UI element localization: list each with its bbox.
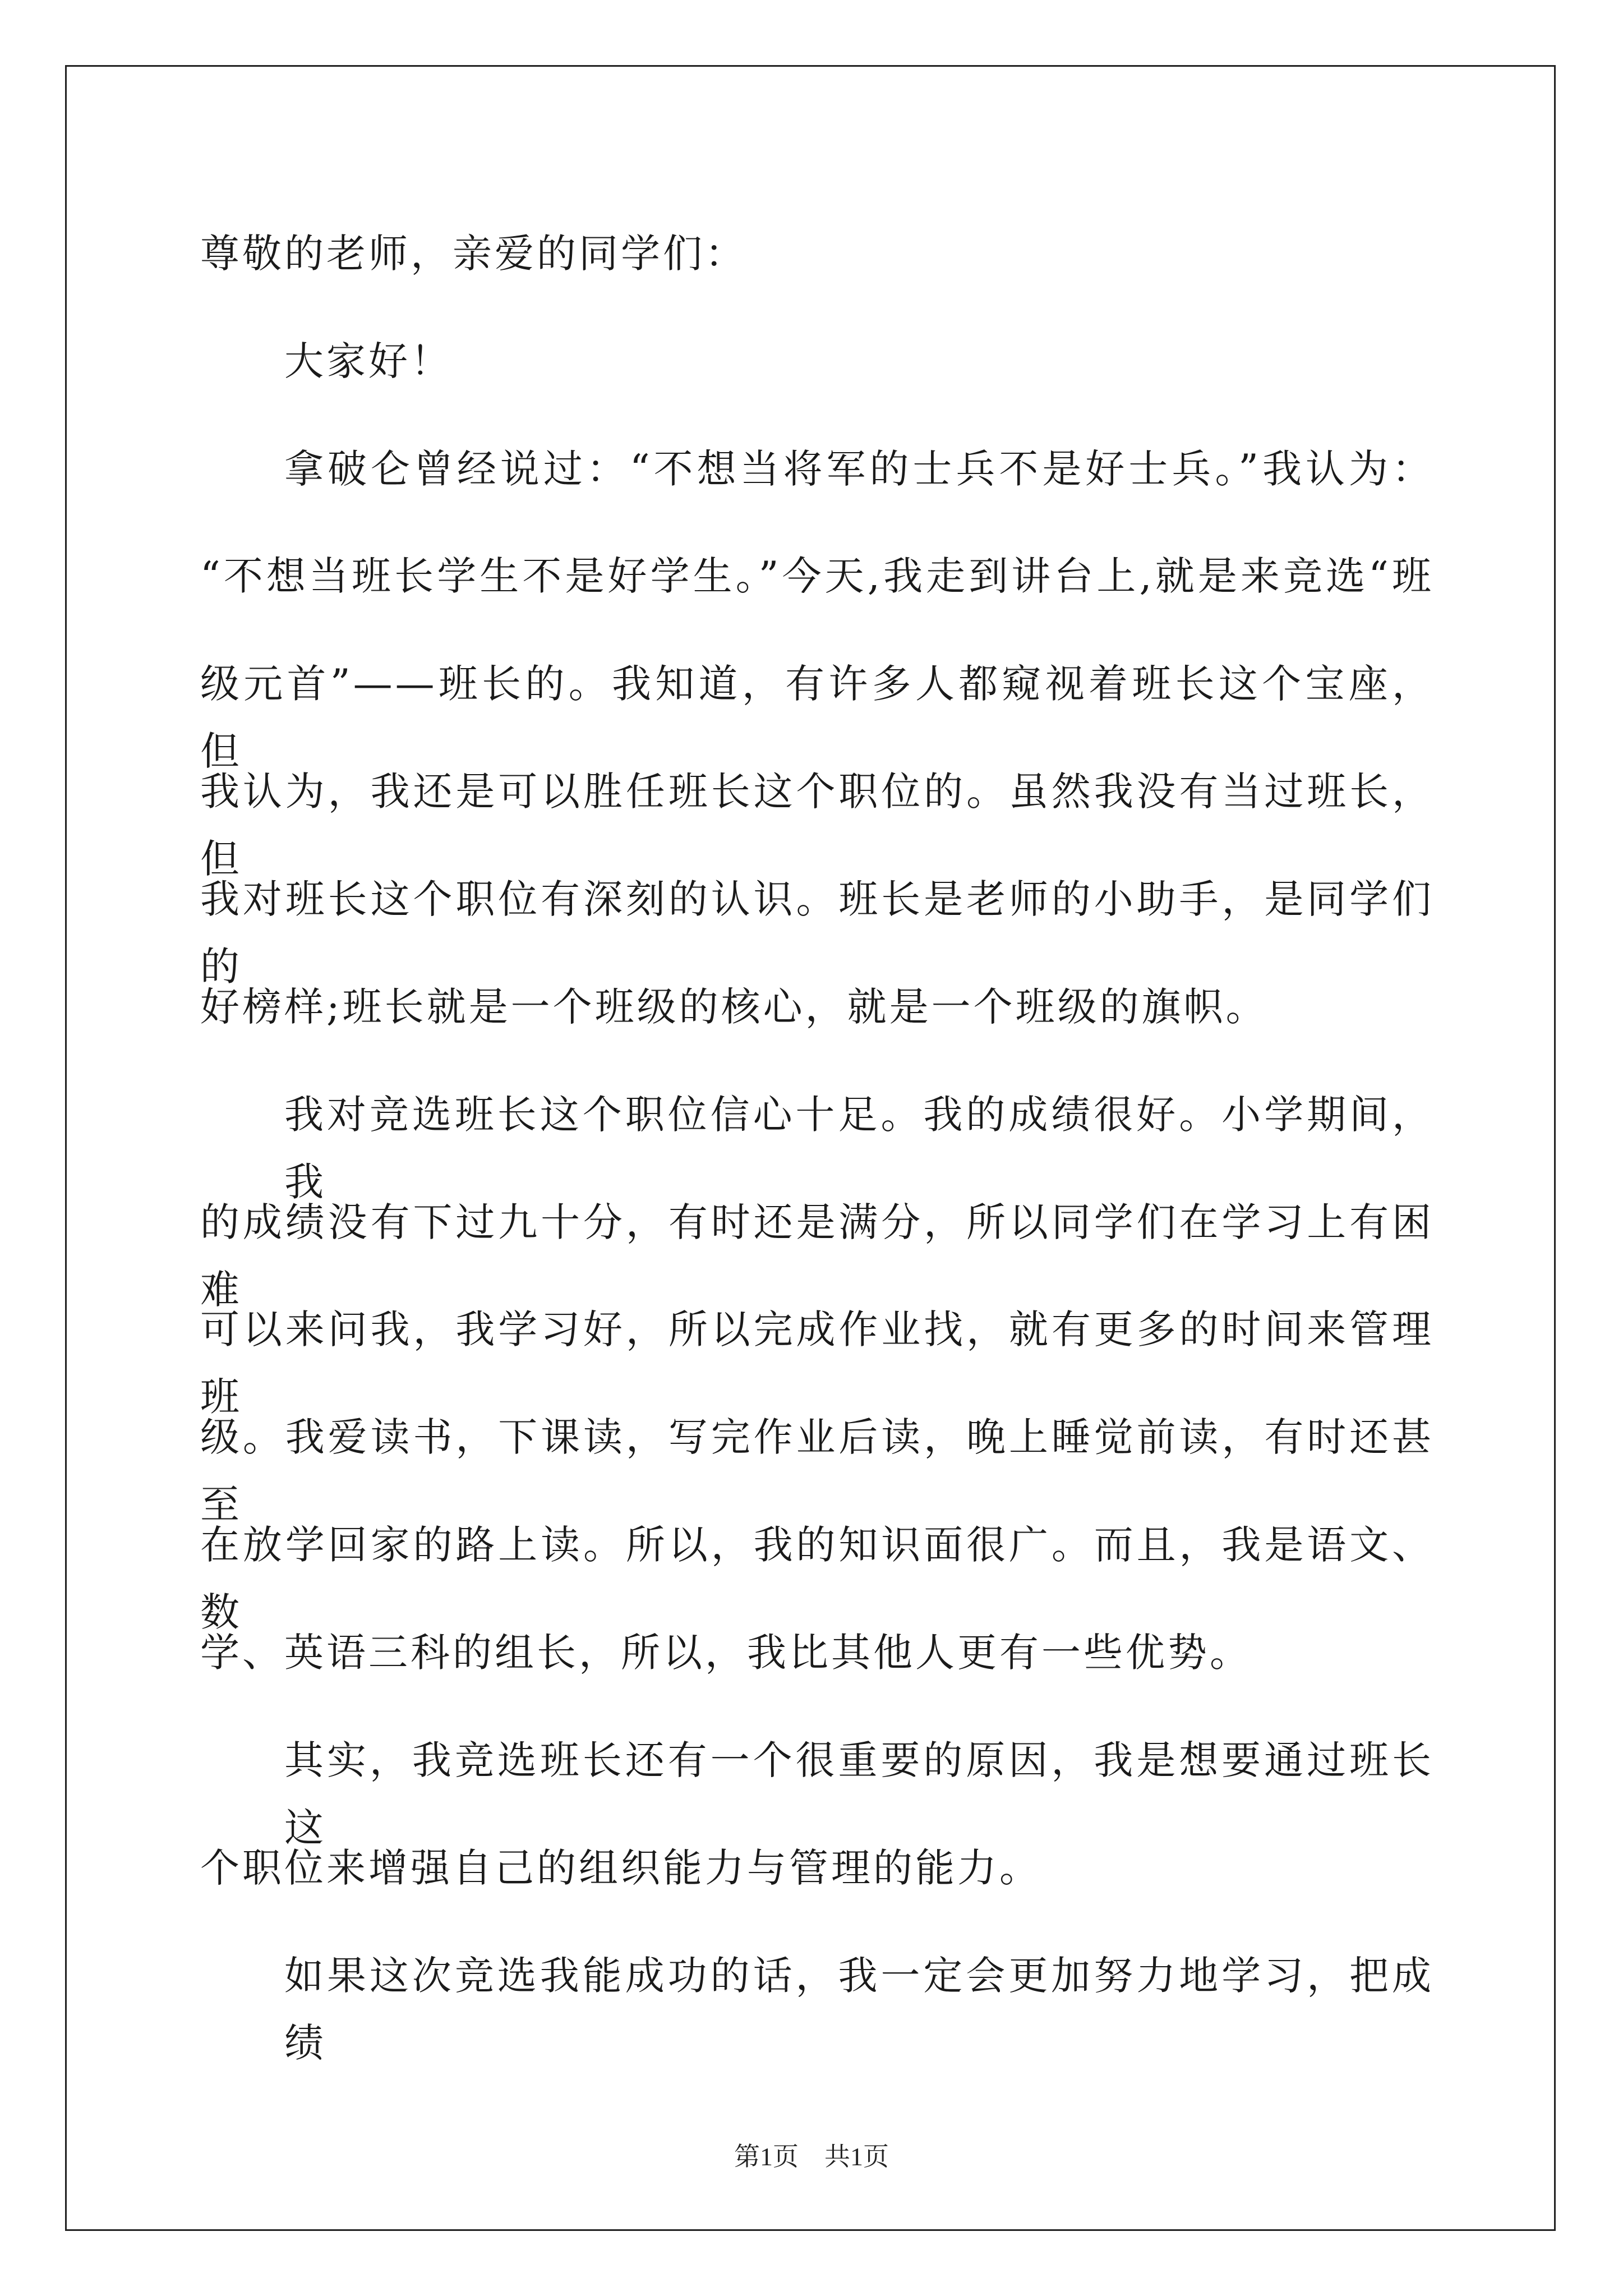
paragraph-line: “不想当班长学生不是好学生。”今天,我走到讲台上,就是来竞选“班 (200, 553, 1434, 599)
paragraph-line: 的成绩没有下过九十分，有时还是满分，所以同学们在学习上有困难 (200, 1199, 1434, 1313)
greeting: 大家好！ (284, 338, 453, 384)
salutation: 尊敬的老师，亲爱的同学们： (200, 231, 747, 277)
paragraph-line: 个职位来增强自己的组织能力与管理的能力。 (200, 1845, 1041, 1891)
paragraph-line: 可以来问我，我学习好，所以完成作业找，就有更多的时间来管理班 (200, 1306, 1434, 1420)
paragraph-line: 我对竞选班长这个职位信心十足。我的成绩很好。小学期间，我 (284, 1092, 1434, 1205)
paragraph-line: 好榜样;班长就是一个班级的核心，就是一个班级的旗帜。 (200, 984, 1268, 1030)
paragraph-line: 我认为，我还是可以胜任班长这个职位的。虽然我没有当过班长，但 (200, 769, 1434, 882)
paragraph-line: 我对班长这个职位有深刻的认识。班长是老师的小助手，是同学们的 (200, 876, 1434, 990)
paragraph-line: 学、英语三科的组长，所以，我比其他人更有一些优势。 (200, 1630, 1252, 1676)
paragraph-line: 在放学回家的路上读。所以，我的知识面很广。而且，我是语文、数 (200, 1522, 1434, 1635)
paragraph-line: 级元首”——班长的。我知道，有许多人都窥视着班长这个宝座，但 (200, 661, 1434, 774)
paragraph-line: 如果这次竞选我能成功的话，我一定会更加努力地学习，把成绩 (284, 1953, 1434, 2066)
page-number-footer: 第1页 共1页 (734, 2142, 889, 2171)
paragraph-line: 级。我爱读书，下课读，写完作业后读，晚上睡觉前读，有时还甚至 (200, 1414, 1434, 1527)
paragraph-line: 其实，我竞选班长还有一个很重要的原因，我是想要通过班长这 (284, 1737, 1434, 1851)
paragraph-line: 拿破仑曾经说过：“不想当将军的士兵不是好士兵。”我认为： (284, 446, 1434, 492)
